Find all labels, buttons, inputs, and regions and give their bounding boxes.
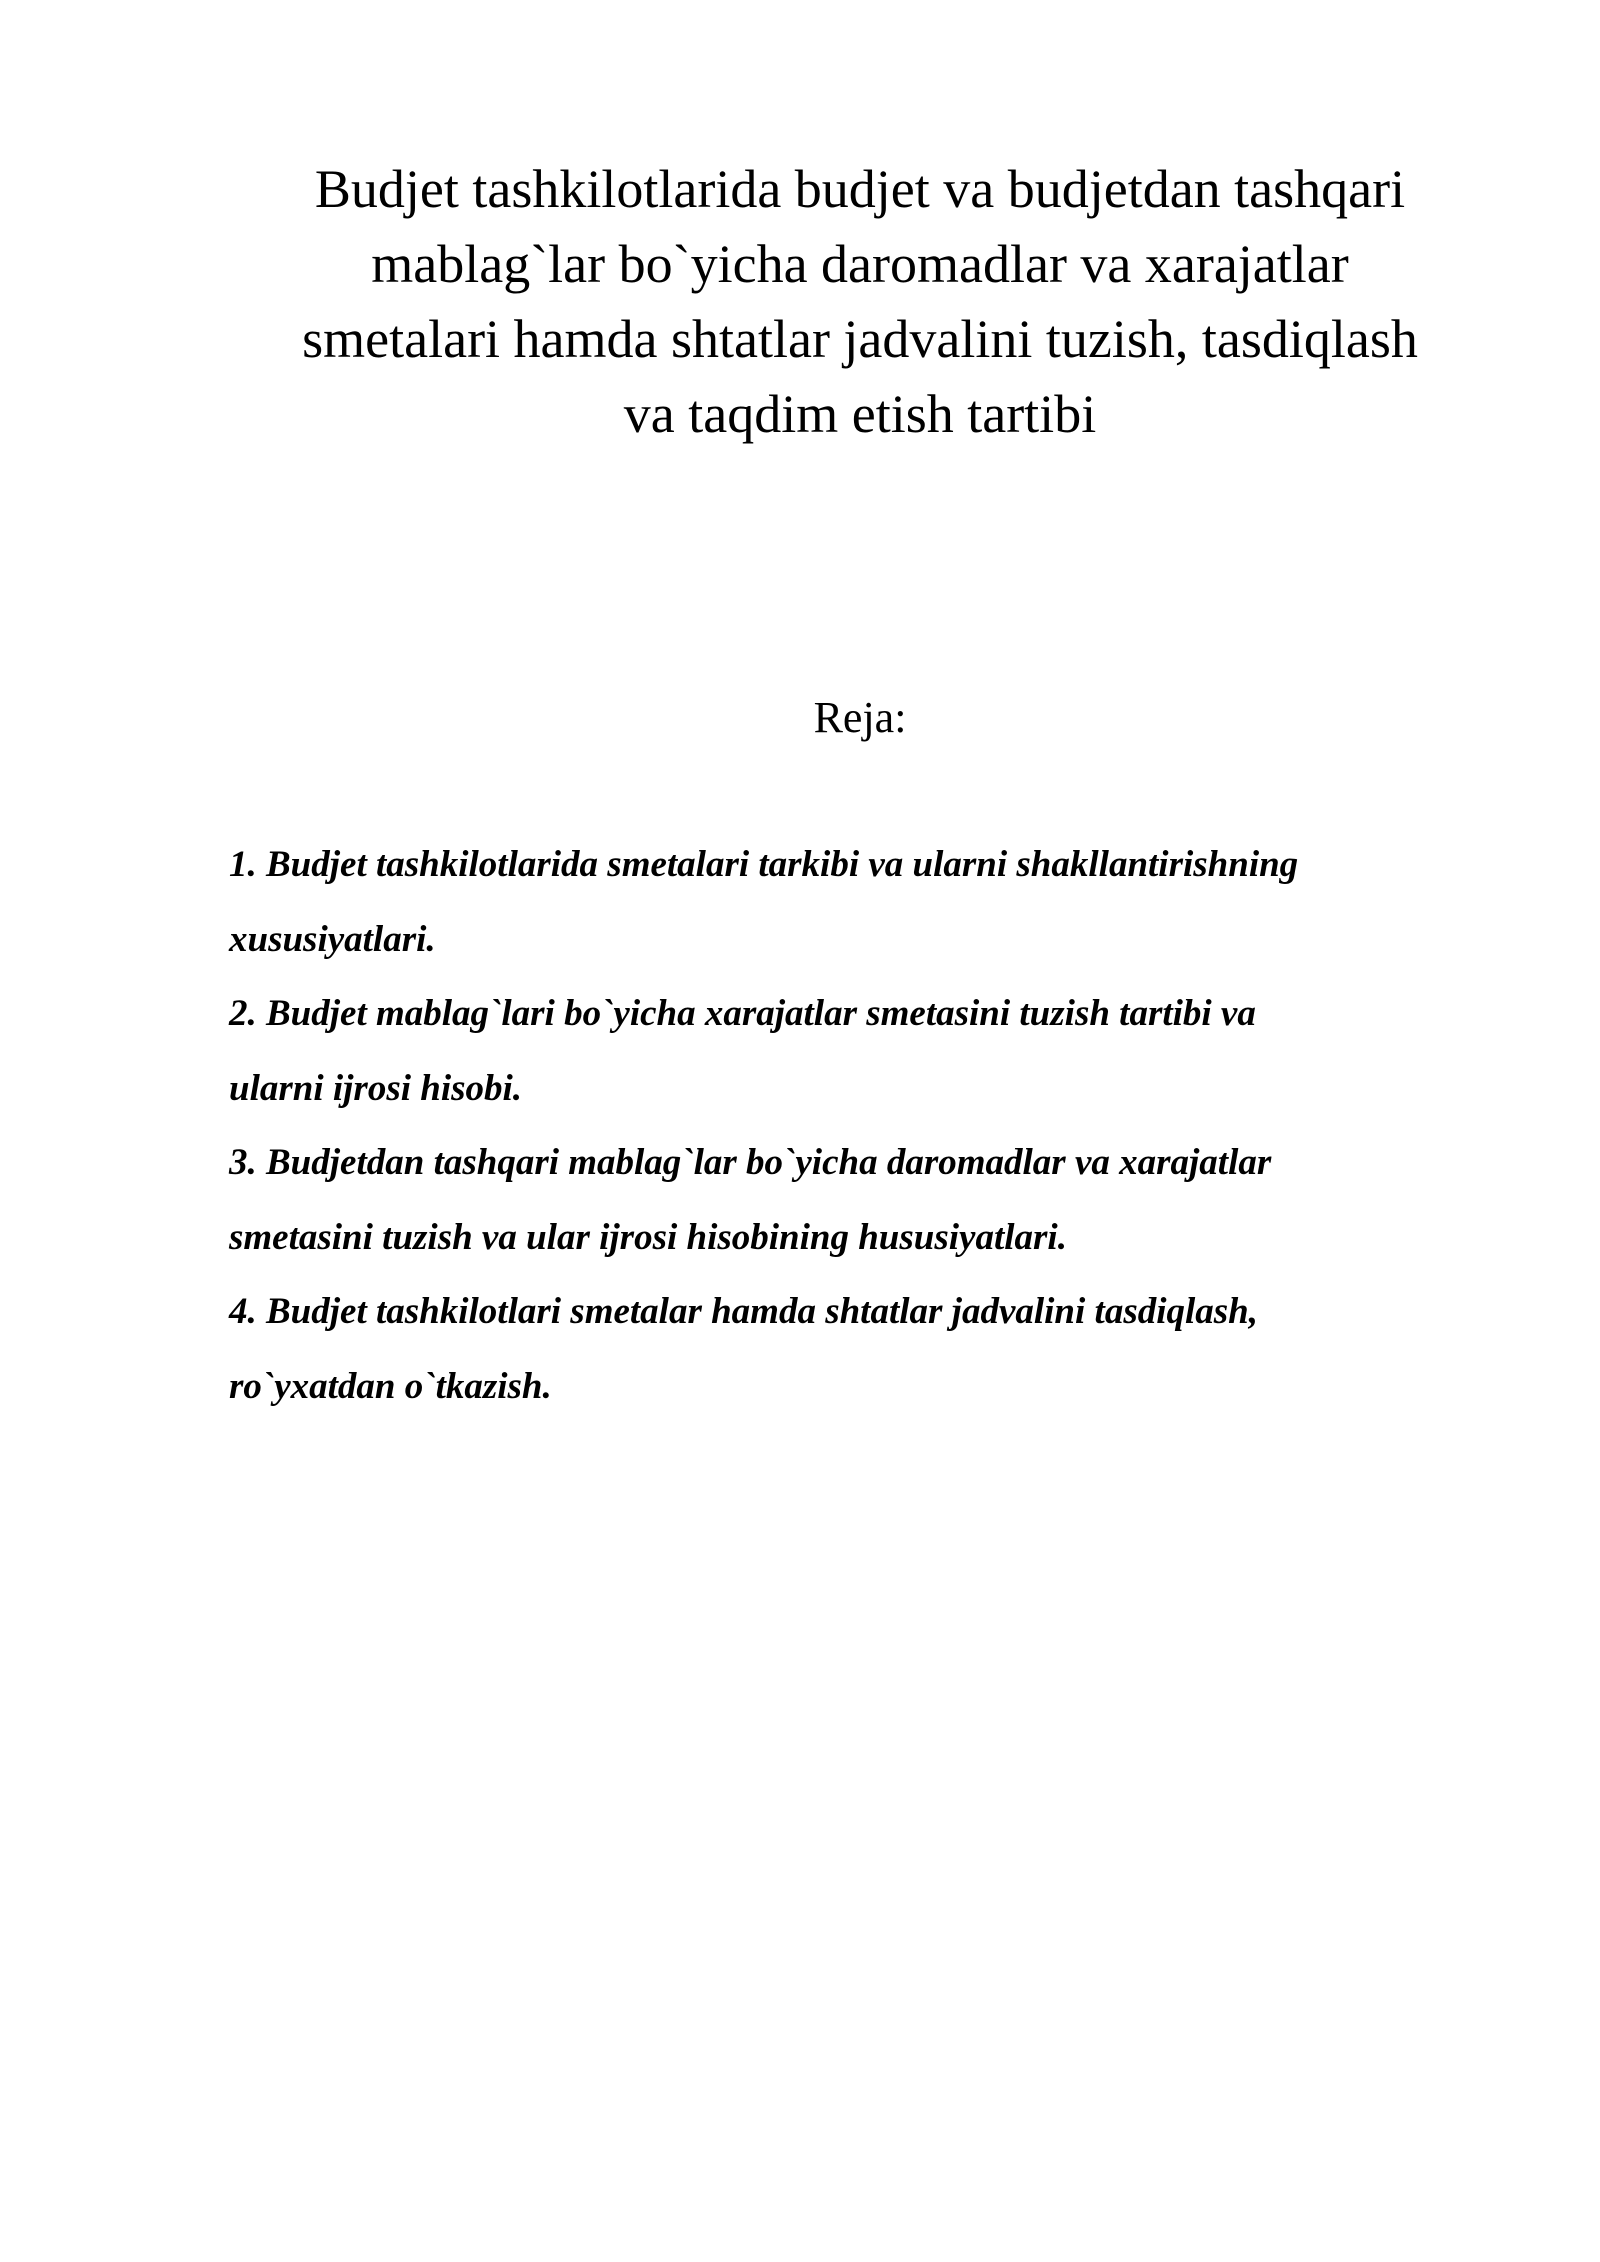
plan-heading: Reja: xyxy=(813,693,907,742)
plan-item xyxy=(229,828,1529,977)
plan-item-line: 1. Budjet tashkilotlarida smetalari tarkibi va ularni shakllantirishning xyxy=(229,844,1299,885)
document-title xyxy=(220,152,1500,452)
plan-item xyxy=(229,1275,1529,1424)
plan-item-line: ro`yxatdan o`tkazish. xyxy=(229,1365,552,1407)
title-line: Budjet tashkilotlarida budjet va budjetdan tashqari xyxy=(314,159,1406,219)
plan-item-line: 2. Budjet mablag`lari bo`yicha xarajatlar smetasini tuzish tartibi va xyxy=(229,993,1256,1034)
plan-item-line: xususiyatlari. xyxy=(229,918,436,960)
plan-item-line: smetasini tuzish va ular ijrosi hisobining hususiyatlari. xyxy=(229,1216,1067,1258)
plan-item-line: ularni ijrosi hisobi. xyxy=(229,1067,523,1109)
plan-item-line: 3. Budjetdan tashqari mablag`lar bo`yicha daromadlar va xarajatlar xyxy=(229,1142,1272,1183)
title-line: smetalari hamda shtatlar jadvalini tuzish, tasdiqlash xyxy=(302,309,1418,369)
plan-item xyxy=(229,1126,1529,1275)
plan-item-line: 4. Budjet tashkilotlari smetalar hamda shtatlar jadvalini tasdiqlash, xyxy=(229,1291,1259,1332)
title-line: mablag`lar bo`yicha daromadlar va xarajatlar xyxy=(371,234,1349,294)
plan-item xyxy=(229,977,1529,1126)
title-line: va taqdim etish tartibi xyxy=(623,384,1097,444)
plan-list xyxy=(229,828,1529,1424)
